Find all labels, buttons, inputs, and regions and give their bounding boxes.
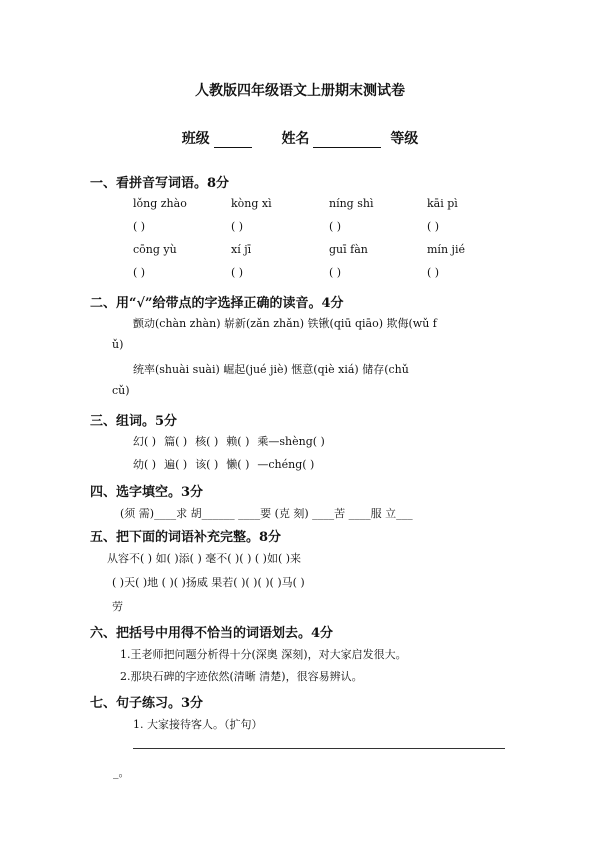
pinyin: lǒng zhào — [133, 197, 187, 210]
word-blank[interactable]: 幼( ) — [133, 458, 157, 471]
question-item: 1. 大家接待客人。（扩句） — [133, 718, 263, 731]
answer-blank[interactable]: ( ) — [329, 220, 342, 233]
fill-char-line[interactable]: (须 需)____求 胡______ ____要 (克 刻) ____苦 ____服 立___ — [120, 507, 413, 520]
section-2-heading: 二、用“√”给带点的字选择正确的读音。4分 — [90, 296, 344, 311]
pinyin: guī fàn — [329, 243, 368, 256]
section-6-heading: 六、把括号中用得不恰当的词语划去。4分 — [90, 626, 334, 641]
pronunciation-line: 颤动(chàn zhàn) 崭新(zǎn zhǎn) 铁锹(qiū qiāo) 欺侮(wǔ f — [133, 317, 437, 330]
answer-row-1[interactable] — [133, 220, 525, 233]
answer-row-2[interactable] — [133, 266, 525, 279]
word-blank[interactable]: 遍( ) — [164, 458, 188, 471]
complete-words-line: 劳 — [112, 600, 123, 613]
page-title: 人教版四年级语文上册期末测试卷 — [195, 83, 405, 99]
word-blank[interactable]: —chéng( ) — [257, 458, 315, 471]
answer-blank[interactable]: ( ) — [133, 266, 146, 279]
section-5-heading: 五、把下面的词语补充完整。8分 — [90, 530, 282, 545]
pinyin: cōng yù — [133, 243, 177, 256]
answer-blank[interactable]: ( ) — [329, 266, 342, 279]
pronunciation-line: cǔ) — [112, 384, 130, 397]
word-row-2[interactable] — [133, 456, 322, 472]
pinyin: níng shì — [329, 197, 374, 210]
student-info-line — [0, 128, 600, 148]
section-7-heading: 七、句子练习。3分 — [90, 696, 204, 711]
class-blank[interactable] — [214, 133, 252, 148]
answer-blank[interactable]: ( ) — [427, 266, 440, 279]
answer-line[interactable] — [133, 748, 505, 749]
name-label: 姓名 — [281, 131, 310, 147]
grade-label: 等级 — [390, 131, 419, 147]
class-label: 班级 — [181, 131, 210, 147]
answer-blank[interactable]: ( ) — [231, 266, 244, 279]
word-blank[interactable]: 懒( ) — [226, 458, 250, 471]
question-item: 1.王老师把问题分析得十分(深奥 深刻)，对大家启发很大。 — [120, 648, 407, 661]
section-4-heading: 四、选字填空。3分 — [90, 485, 204, 500]
pinyin-row-2 — [133, 243, 525, 256]
answer-blank[interactable]: ( ) — [231, 220, 244, 233]
pronunciation-line: ǔ) — [112, 338, 124, 351]
word-blank[interactable]: 核( ) — [195, 435, 219, 448]
answer-blank[interactable]: ( ) — [427, 220, 440, 233]
word-row-1[interactable] — [133, 433, 333, 449]
answer-blank[interactable]: ( ) — [133, 220, 146, 233]
pinyin: kòng xì — [231, 197, 272, 210]
pinyin: mín jié — [427, 243, 465, 256]
complete-words-line[interactable]: 从容不( ) 如( )添( ) 毫不( )( ) ( )如( )来 — [107, 552, 302, 565]
word-blank[interactable]: 篇( ) — [164, 435, 188, 448]
trailing-mark: _。 — [113, 766, 130, 779]
word-blank[interactable]: 该( ) — [195, 458, 219, 471]
word-blank[interactable]: 乘—shèng( ) — [257, 435, 325, 448]
section-3-heading: 三、组词。5分 — [90, 414, 178, 429]
word-blank[interactable]: 幻( ) — [133, 435, 157, 448]
name-blank[interactable] — [313, 133, 381, 148]
section-1-heading: 一、看拼音写词语。8分 — [90, 176, 230, 191]
question-item: 2.那块石碑的字迹依然(清晰 清楚)，很容易辨认。 — [120, 670, 363, 683]
pinyin: kāi pì — [427, 197, 458, 210]
pronunciation-line: 统率(shuài suài) 崛起(jué jiè) 惬意(qiè xiá) 储存(chǔ — [133, 363, 409, 376]
word-blank[interactable]: 赖( ) — [226, 435, 250, 448]
pinyin-row-1 — [133, 197, 525, 210]
pinyin: xí jī — [231, 243, 252, 256]
complete-words-line[interactable]: ( )天( )地 ( )( )扬威 果若( )( )( )( )马( ) — [112, 576, 305, 589]
